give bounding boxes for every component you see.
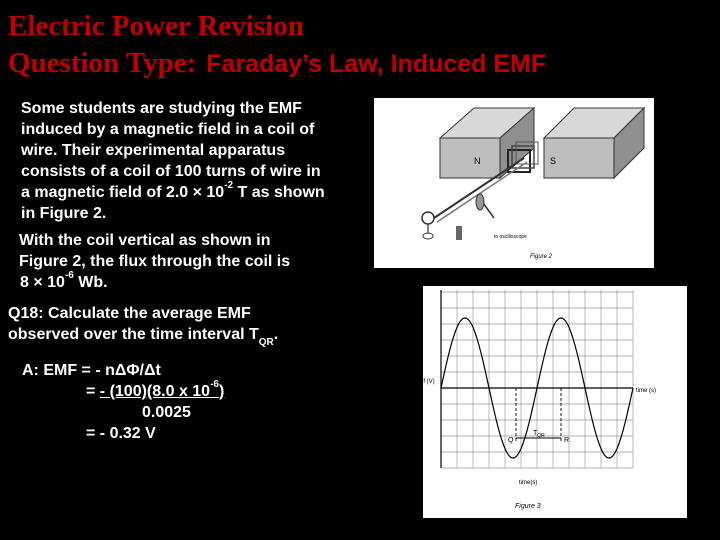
answer-line: A: EMF = - nΔΦ/Δt (22, 362, 161, 379)
intro-text (21, 98, 325, 224)
point-q-label: Q (508, 437, 514, 444)
intro-line: Some students are studying the EMF (21, 100, 302, 117)
answer-line: 0.0025 (142, 404, 191, 421)
slide-title (8, 8, 546, 83)
intro-line: wire. Their experimental apparatus (21, 142, 286, 159)
flux-line: Figure 2, the flux through the coil is (19, 253, 291, 270)
zero-label: 0 (419, 388, 423, 394)
flux-line: With the coil vertical as shown in (19, 232, 271, 249)
question-type-line (8, 45, 546, 83)
intro-line: in Figure 2. (21, 205, 107, 222)
intro-line: induced by a magnetic field in a coil of (21, 121, 315, 138)
figure-2-apparatus (374, 98, 654, 268)
magnet-n-label: N (474, 156, 481, 166)
point-r-label: R (564, 437, 570, 444)
figure-3-caption: Figure 3 (515, 503, 541, 510)
emf-axis-label: emf (V) (415, 379, 435, 385)
magnet-s-label: S (550, 156, 557, 166)
interval-label: $T_{QR}$ (533, 430, 545, 439)
emf-graph (415, 286, 687, 518)
title-main: Electric Power Revision (8, 10, 304, 42)
question-line: observed over the time interval $T_{QR}$. (8, 326, 279, 348)
flux-line: $8 \times 10^{-6}$ Wb. (20, 270, 108, 291)
time-axis-label: time (s) (636, 388, 656, 394)
intro-line: consists of a coil of 100 turns of wire in (21, 163, 321, 180)
answer-text (22, 360, 224, 444)
question-type-label: Question Type: (8, 47, 197, 79)
question-text (8, 303, 279, 348)
figure-3-graph (415, 286, 687, 518)
question-line: Q18: Calculate the average EMF (8, 305, 251, 322)
intro-line: a magnetic field of $2.0 \times 10^{-2}$ T as shown (21, 180, 325, 201)
figure-2-caption: Figure 2 (530, 254, 553, 260)
apparatus-diagram (374, 98, 654, 268)
bottom-time-label: time(s) (519, 480, 538, 486)
answer-line: = - (100)(8.0 x $10^{-6}$) (86, 379, 225, 400)
question-type-value: Faraday’s Law, Induced EMF (206, 50, 547, 78)
oscilloscope-label: to oscilloscope (494, 234, 527, 240)
flux-text (19, 230, 290, 293)
answer-line: = - 0.32 V (86, 425, 156, 442)
